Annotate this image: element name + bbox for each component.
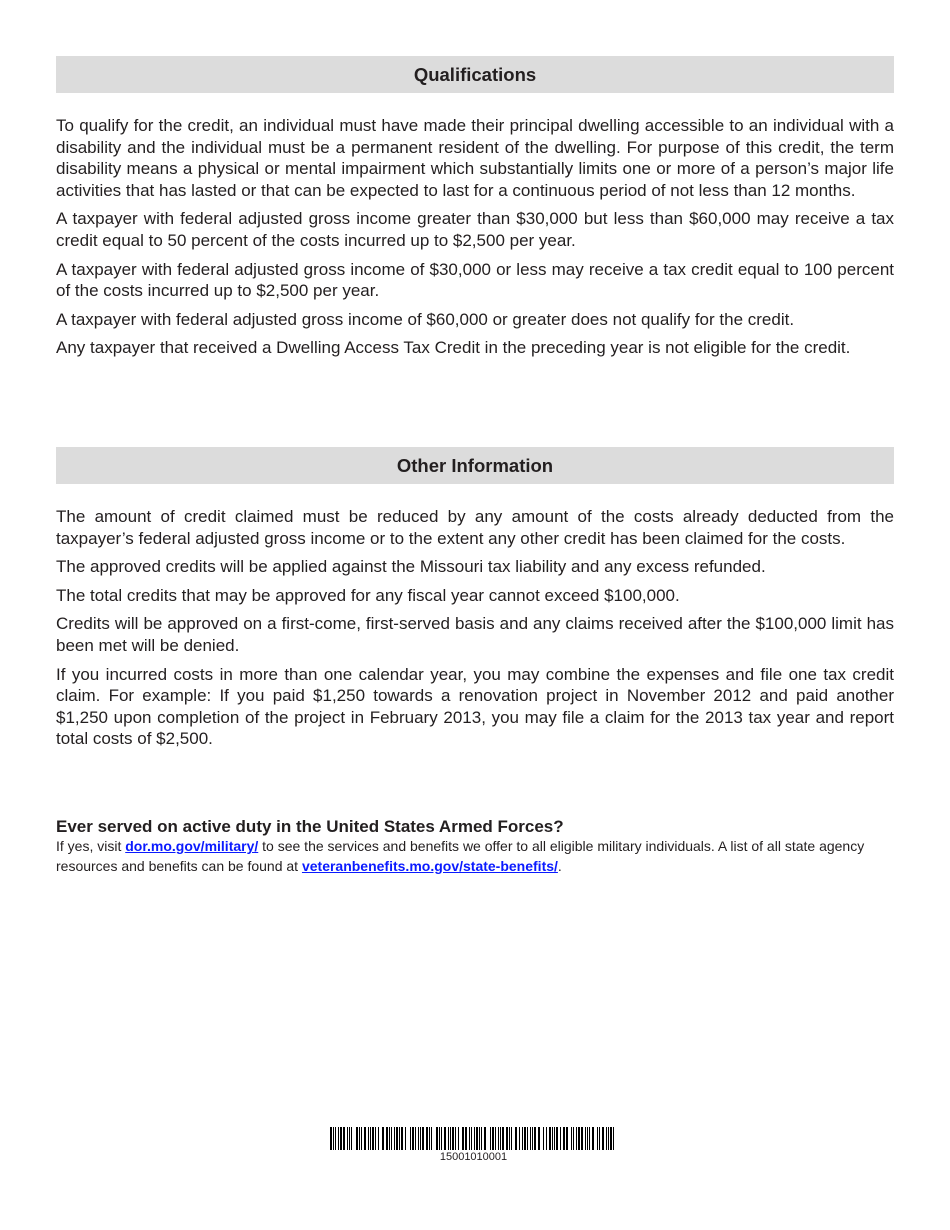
qualifications-heading: Qualifications	[56, 56, 894, 93]
qualifications-paragraph: A taxpayer with federal adjusted gross income of $30,000 or less may receive a tax credit equal to 100 percent of the costs incurred up to $2,500 per year.	[56, 259, 894, 301]
state-benefits-link[interactable]: veteranbenefits.mo.gov/state-benefits/	[301, 857, 558, 874]
other-information-section	[56, 506, 894, 757]
military-text-after: .	[557, 857, 562, 874]
other-information-heading: Other Information	[56, 447, 894, 484]
military-text-middle: to see the services and benefits we offer to all eligible military individuals. A list of all state agency resources and benefits can be found at	[56, 838, 865, 874]
qualifications-paragraph: A taxpayer with federal adjusted gross income greater than $30,000 but less than $60,000 may receive a tax credit equal to 50 percent of the costs incurred up to $2,500 per year.	[56, 209, 894, 250]
military-text-before: If yes, visit	[56, 838, 126, 854]
other-information-paragraph: Credits will be approved on a first-come, first-served basis and any claims received after the $100,000 limit has been met will be denied.	[56, 614, 894, 655]
military-text	[56, 837, 894, 876]
other-information-paragraph: The amount of credit claimed must be reduced by any amount of the costs already deducted from the taxpayer’s federal adjusted gross income or to the extent any other credit has been claimed for the costs.	[56, 507, 894, 548]
barcode-number: 15001010001	[439, 1151, 508, 1163]
qualifications-section	[56, 115, 894, 366]
other-information-paragraph: If you incurred costs in more than one calendar year, you may combine the expenses and file one tax credit claim. For example: If you paid $1,250 towards a renovation project in November 2012 and paid another $1,250 upon completion of the project in February 2013, you may file a claim for the 2013 tax year and report total costs of $2,500.	[56, 664, 894, 749]
barcode	[330, 1127, 617, 1164]
military-notice	[56, 817, 894, 876]
qualifications-paragraph: To qualify for the credit, an individual must have made their principal dwelling accessible to an individual with a disability and the individual must be a permanent resident of the dwelling. For purpose of this credit, the term disability means a physical or mental impairment which substantially limits one or more of a person’s major life activities that has lasted or that can be expected to last for a continuous period of not less than 12 months.	[56, 116, 894, 200]
qualifications-paragraph: Any taxpayer that received a Dwelling Access Tax Credit in the preceding year is not eligible for the credit.	[56, 338, 851, 358]
qualifications-paragraph: A taxpayer with federal adjusted gross income of $60,000 or greater does not qualify for the credit.	[56, 309, 795, 329]
barcode-image	[330, 1127, 617, 1150]
military-link[interactable]: dor.mo.gov/military/	[125, 838, 259, 854]
other-information-paragraph: The approved credits will be applied against the Missouri tax liability and any excess refunded.	[56, 557, 766, 577]
other-information-paragraph: The total credits that may be approved for any fiscal year cannot exceed $100,000.	[56, 585, 680, 605]
military-heading: Ever served on active duty in the United States Armed Forces?	[56, 817, 564, 836]
